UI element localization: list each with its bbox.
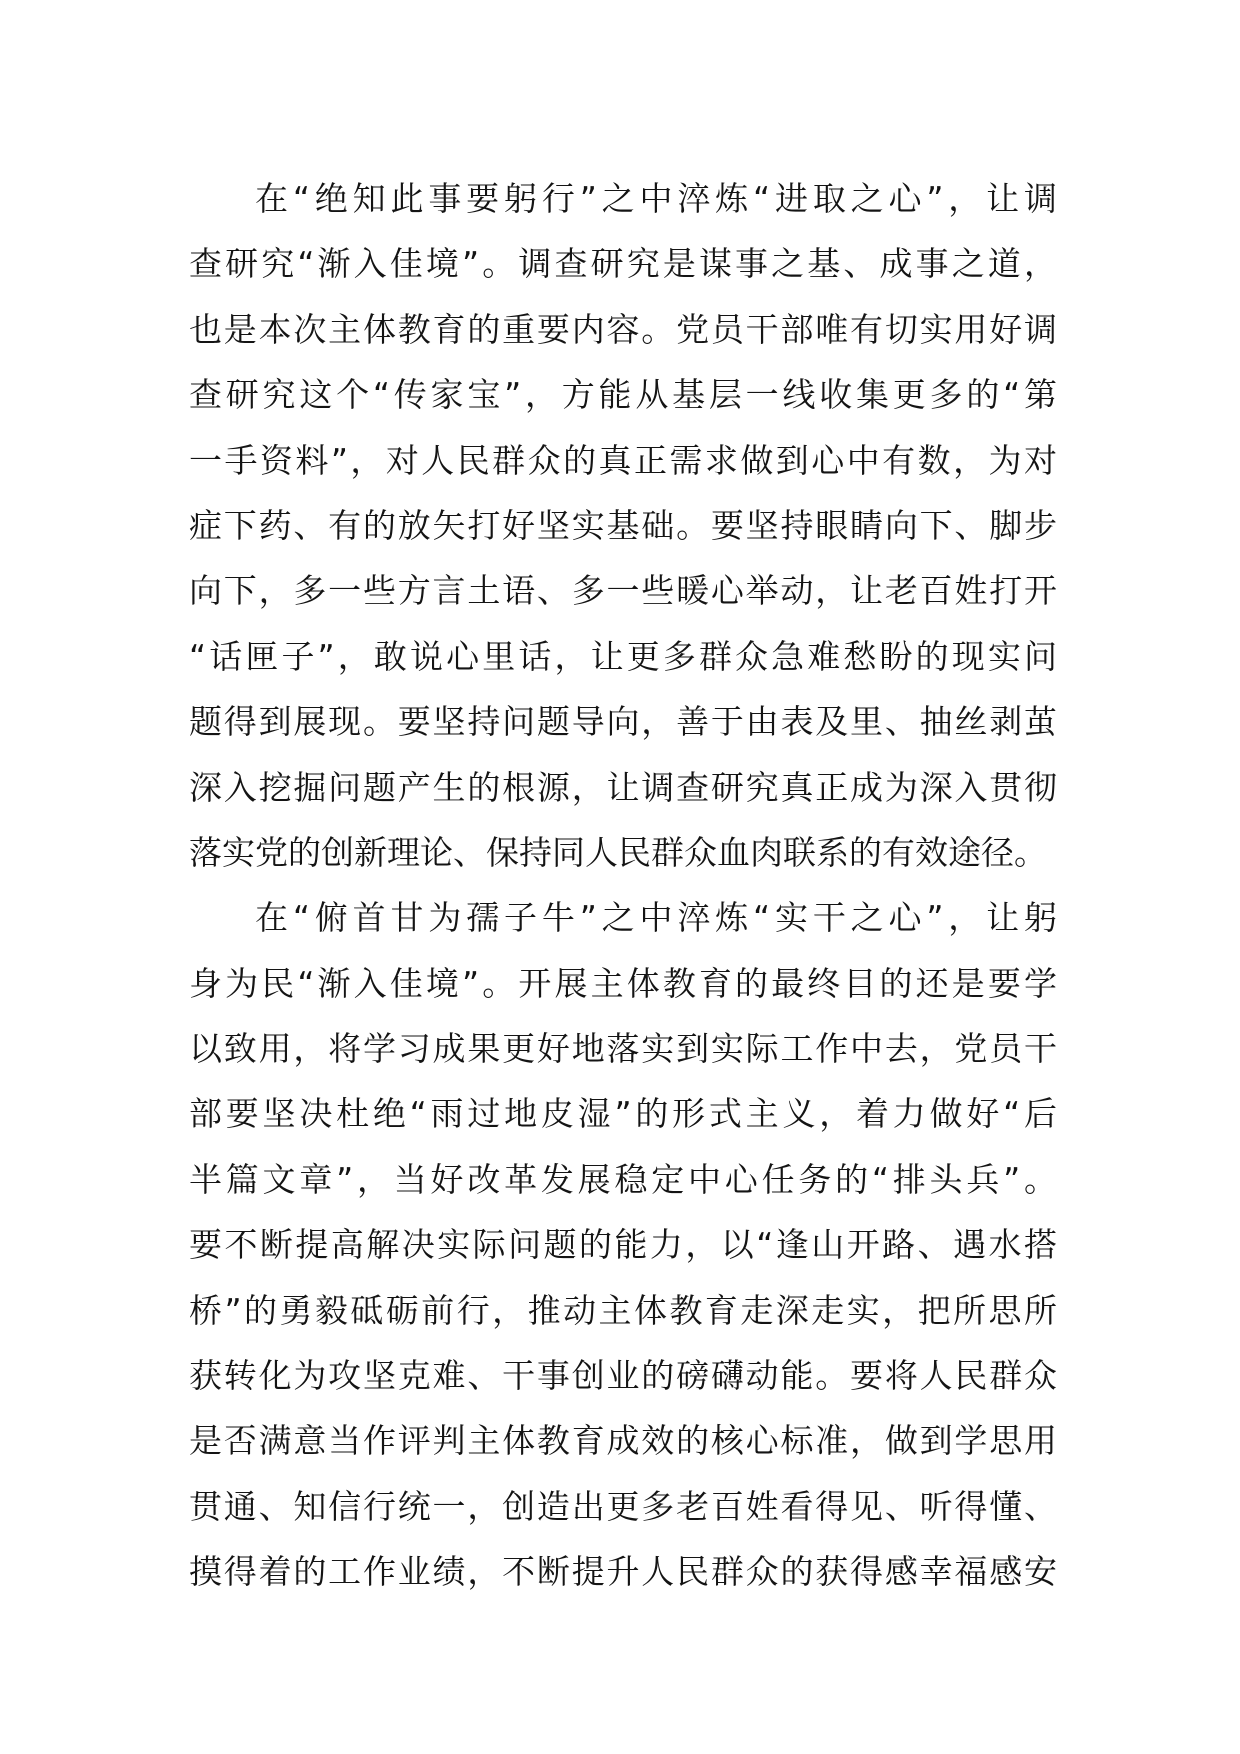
text-line: 症下药、有的放矢打好坚实基础。要坚持眼睛向下、脚步 bbox=[189, 505, 1057, 545]
text-line: 深入挖掘问题产生的根源，让调查研究真正成为深入贯彻 bbox=[189, 767, 1057, 807]
text-line: “话匣子”，敢说心里话，让更多群众急难愁盼的现实问 bbox=[189, 636, 1057, 676]
text-line: 桥”的勇毅砥砺前行，推动主体教育走深走实，把所思所 bbox=[189, 1290, 1057, 1330]
text-line: 在“俯首甘为孺子牛”之中淬炼“实干之心”，让躬 bbox=[255, 898, 1057, 938]
text-line: 半篇文章”，当好改革发展稳定中心任务的“排头兵”。 bbox=[189, 1159, 1057, 1199]
text-line: 向下，多一些方言土语、多一些暖心举动，让老百姓打开 bbox=[189, 571, 1057, 611]
text-line: 贯通、知信行统一，创造出更多老百姓看得见、听得懂、 bbox=[189, 1486, 1057, 1526]
text-line: 是否满意当作评判主体教育成效的核心标准，做到学思用 bbox=[189, 1421, 1057, 1461]
text-line: 获转化为攻坚克难、干事创业的磅礴动能。要将人民群众 bbox=[189, 1356, 1057, 1396]
text-line: 以致用，将学习成果更好地落实到实际工作中去，党员干 bbox=[189, 1029, 1057, 1069]
text-line: 题得到展现。要坚持问题导向，善于由表及里、抽丝剥茧 bbox=[189, 702, 1057, 742]
text-line: 部要坚决杜绝“雨过地皮湿”的形式主义，着力做好“后 bbox=[189, 1094, 1057, 1134]
text-line: 摸得着的工作业绩，不断提升人民群众的获得感幸福感安 bbox=[189, 1552, 1057, 1592]
text-line: 查研究“渐入佳境”。调查研究是谋事之基、成事之道， bbox=[189, 244, 1057, 284]
paragraph bbox=[189, 166, 1057, 885]
paragraph bbox=[189, 885, 1057, 1604]
text-line: 身为民“渐入佳境”。开展主体教育的最终目的还是要学 bbox=[189, 963, 1057, 1003]
text-line: 查研究这个“传家宝”，方能从基层一线收集更多的“第 bbox=[189, 375, 1057, 415]
document-body bbox=[189, 166, 1057, 1605]
text-line: 一手资料”，对人民群众的真正需求做到心中有数，为对 bbox=[189, 440, 1057, 480]
text-line: 落实党的创新理论、保持同人民群众血肉联系的有效途径。 bbox=[189, 832, 1047, 872]
text-line: 也是本次主体教育的重要内容。党员干部唯有切实用好调 bbox=[189, 309, 1057, 349]
text-line: 要不断提高解决实际问题的能力，以“逢山开路、遇水搭 bbox=[189, 1225, 1057, 1265]
text-line: 在“绝知此事要躬行”之中淬炼“进取之心”，让调 bbox=[255, 179, 1057, 218]
